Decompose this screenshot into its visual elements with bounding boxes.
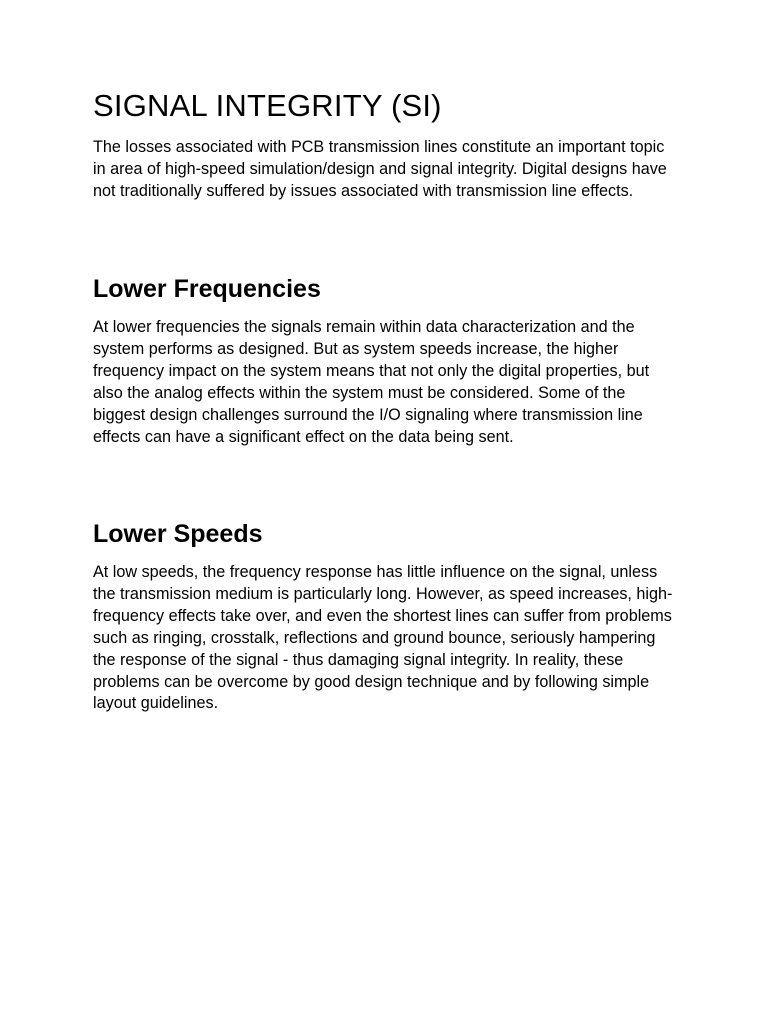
intro-paragraph: The losses associated with PCB transmission lines constitute an important topic in area of high-speed simulation/design and signal integrity. Digital designs have not traditionally suffered by issues associated with transmission line effects. [93,138,667,200]
section-heading-lower-speeds: Lower Speeds [93,520,263,548]
document-page [93,84,673,713]
section-body-lower-frequencies: At lower frequencies the signals remain within data characterization and the system performs as designed. But as system speeds increase, the higher frequency impact on the system means that not only the digital properties, but also the analog effects within the system must be considered. Some of the biggest design challenges surround the I/O signaling where transmission line effects can have a significant effect on the data being sent. [93,318,650,446]
section-body-lower-speeds: At low speeds, the frequency response has little influence on the signal, unless the transmission medium is particularly long. However, as speed increases, high-frequency effects take over, and even the shortest lines can suffer from problems such as ringing, crosstalk, reflections and ground bounce, seriously hampering the response of the signal - thus damaging signal integrity. In reality, these problems can be overcome by good design technique and by following simple layout guidelines. [93,563,673,713]
page-title: SIGNAL INTEGRITY (SI) [93,88,442,123]
section-heading-lower-frequencies: Lower Frequencies [93,275,321,303]
